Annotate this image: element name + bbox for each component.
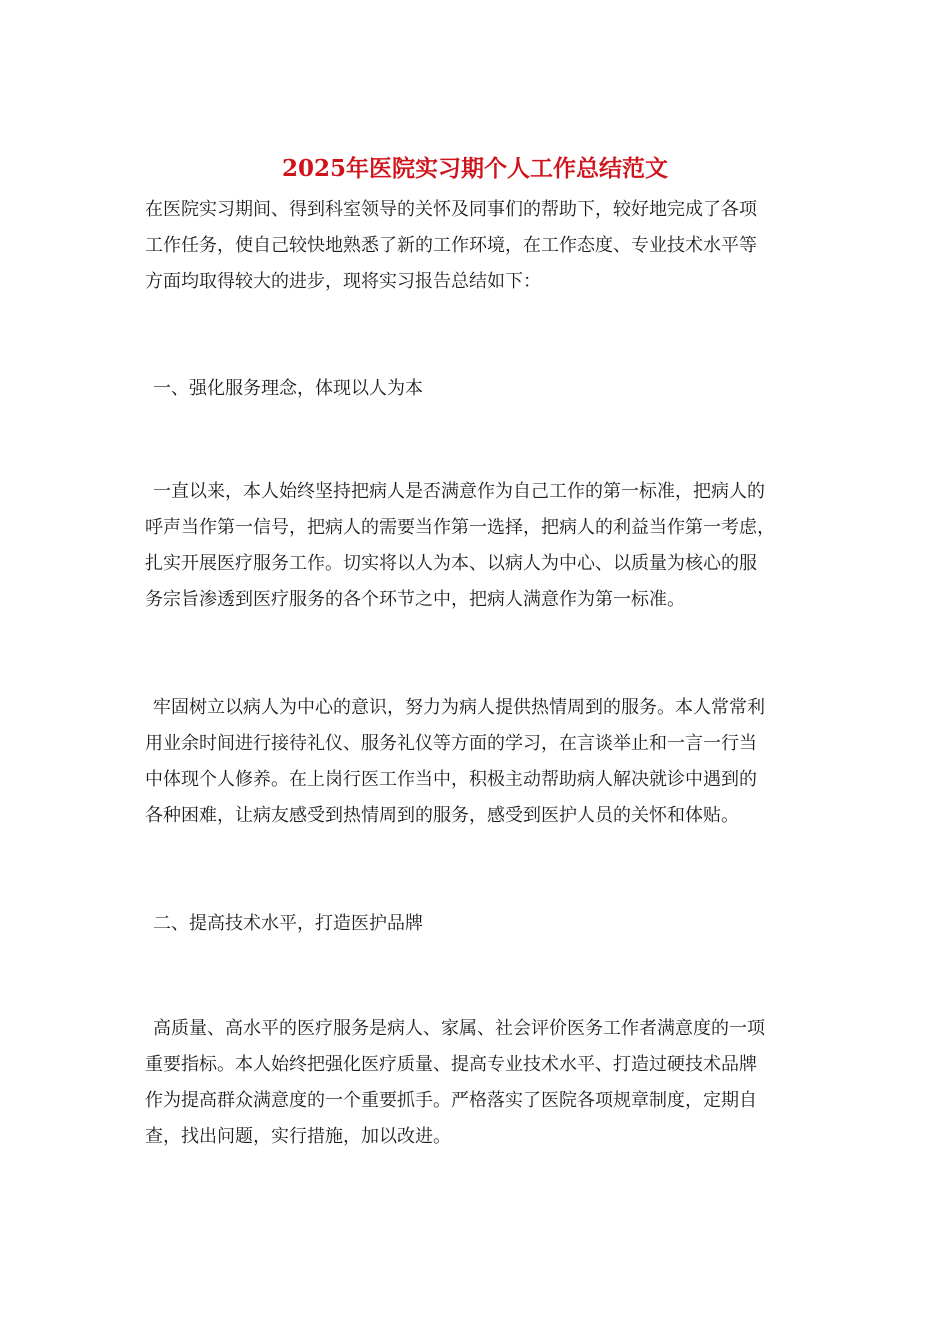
paragraph-1 <box>145 474 810 618</box>
paragraph-line: 各种困难，让病友感受到热情周到的服务，感受到医护人员的关怀和体贴。 <box>145 805 739 826</box>
paragraph-line: 用业余时间进行接待礼仪、服务礼仪等方面的学习，在言谈举止和一言一行当 <box>145 733 757 754</box>
paragraph-line: 务宗旨渗透到医疗服务的各个环节之中，把病人满意作为第一标准。 <box>145 589 685 610</box>
paragraph-line: 作为提高群众满意度的一个重要抓手。严格落实了医院各项规章制度，定期自 <box>145 1090 757 1111</box>
intro-paragraph <box>145 192 810 300</box>
section-heading-2 <box>145 906 818 942</box>
paragraph-line: 重要指标。本人始终把强化医疗质量、提高专业技术水平、打造过硬技术品牌 <box>145 1054 757 1075</box>
paragraph-line: 高质量、高水平的医疗服务是病人、家属、社会评价医务工作者满意度的一项 <box>153 1018 765 1039</box>
paragraph-line: 中体现个人修养。在上岗行医工作当中，积极主动帮助病人解决就诊中遇到的 <box>145 769 757 790</box>
intro-line: 工作任务，使自己较快地熟悉了新的工作环境，在工作态度、专业技术水平等 <box>145 235 757 256</box>
paragraph-2 <box>145 690 810 834</box>
paragraph-3 <box>145 1011 810 1155</box>
intro-line: 在医院实习期间、得到科室领导的关怀及同事们的帮助下，较好地完成了各项 <box>145 199 757 220</box>
paragraph-line: 一直以来，本人始终坚持把病人是否满意作为自己工作的第一标准，把病人的 <box>153 481 765 502</box>
section-heading-1 <box>145 371 818 407</box>
paragraph-line: 牢固树立以病人为中心的意识，努力为病人提供热情周到的服务。本人常常利 <box>153 697 765 718</box>
intro-line: 方面均取得较大的进步，现将实习报告总结如下： <box>145 271 541 292</box>
document-title: 2025年医院实习期个人工作总结范文 <box>281 155 668 182</box>
paragraph-line: 扎实开展医疗服务工作。切实将以人为本、以病人为中心、以质量为核心的服 <box>145 553 757 574</box>
section-heading-2-text: 二、提高技术水平，打造医护品牌 <box>153 913 423 934</box>
paragraph-line: 查，找出问题，实行措施，加以改进。 <box>145 1126 451 1147</box>
section-heading-1-text: 一、强化服务理念，体现以人为本 <box>153 378 423 399</box>
paragraph-line: 呼声当作第一信号，把病人的需要当作第一选择，把病人的利益当作第一考虑， <box>145 517 775 538</box>
